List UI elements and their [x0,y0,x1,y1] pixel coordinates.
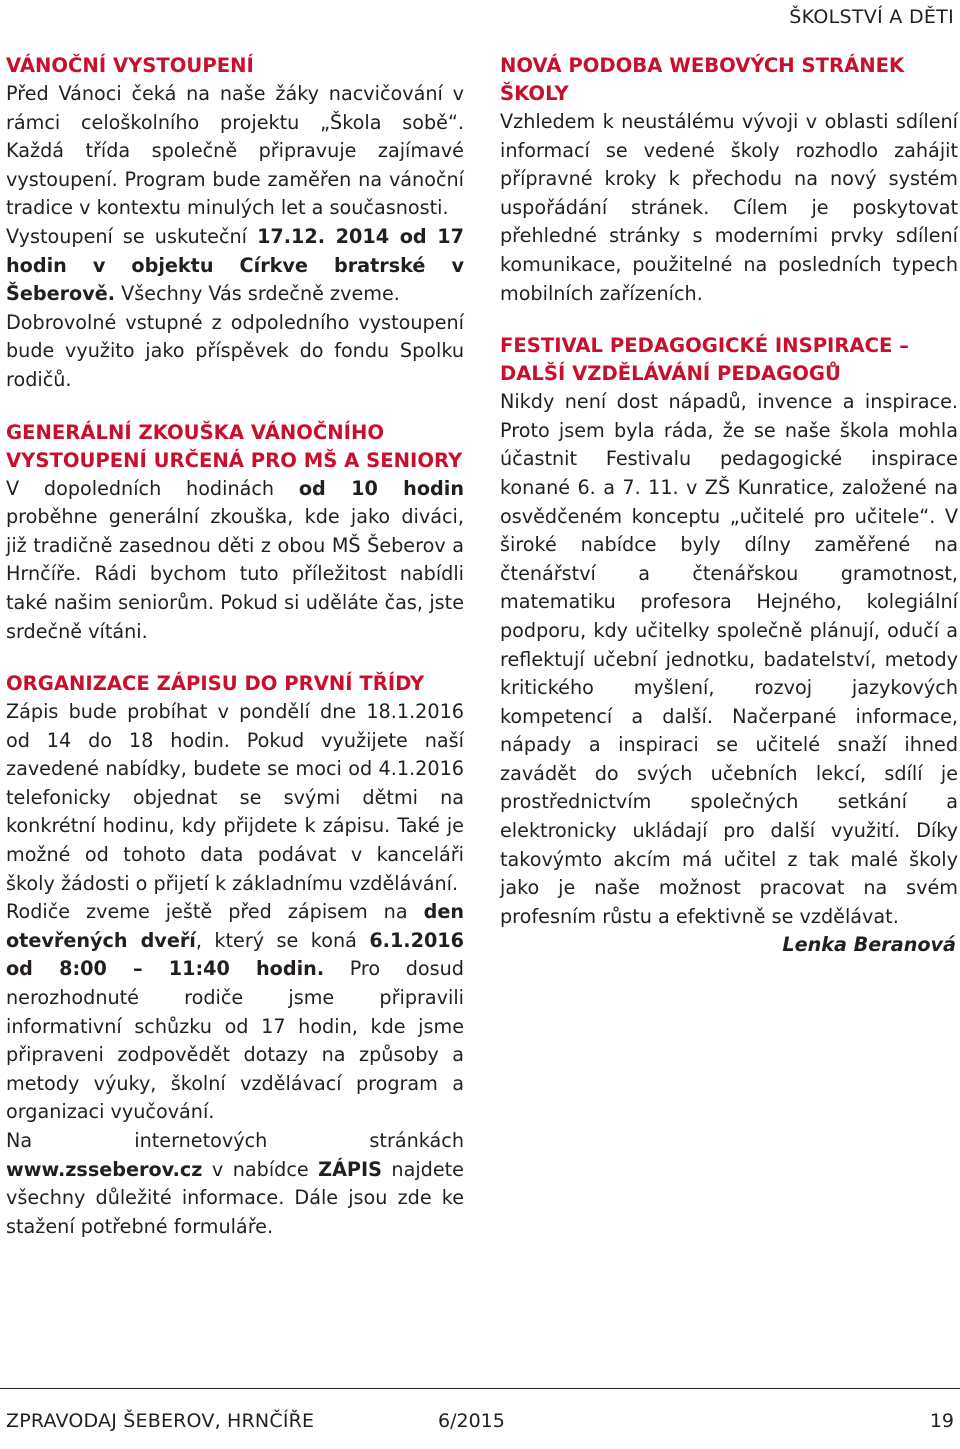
text-run: Pro dosud nerozhodnuté rodiče jsme připravili informativní schůzku od 17 hodin, kde jsme připraveni zodpovědět dotazy na způsoby a metody výuky, školní vzdělávací program a organizaci vyučování. [6,957,464,1124]
article-title: FESTIVAL PEDAGOGICKÉ INSPIRACE – DALŠÍ VZDĚLÁVÁNÍ PEDAGOGŮ [500,334,909,386]
issue-number: 6/2015 [438,1410,505,1432]
event-date-bold: 17.12. 2014 od 17 hodin v objektu Církve bratrské v Šeberově. [6,224,464,306]
article-paragraph: Vzhledem k neustálému vývoji v oblasti sdílení informací se vedené školy rozhodlo zahájit přípravné kroky k přechodu na nový systém uspořádání stránek. Cílem je poskytovat přehledné stránky s moderními prvky sdílení komunikace, použitelné na posledních typech mobilních zařízeních. [500,110,958,305]
article-author: Lenka Beranová [782,933,956,957]
article-paragraph [6,898,464,1127]
article-enrollment [6,670,464,1241]
article-paragraph: Nikdy není dost nápadů, invence a inspirace. Proto jsem byla ráda, že se naše škola mohla účastnit Festivalu pedagogické inspirace konané 6. a 7. 11. v ZŠ Kunratice, založené na osvědčeném konceptu „učitelé pro učitele“. V široké nabídce byly dílny zaměřené na čtenářství a čtenářskou gramotnost, matematiku profesora Hejného, kolegiální podporu, kdy učitelky společně plánují, odučí a reflektují učební jednotku, badatelství, metody kritického myšlení, rozvoj jazykových kompetencí a další. Načerpané informace, nápady a inspiraci se učitelé snaží ihned zavádět do svých učebních lekcí, sdílí je prostřednictvím společných setkání a elektronicky ukládají pro další využití. Díky takovýmto akcím má učitel z tak malé školy jako je naše možnost pracovat na svém profesním růstu a efektivně se vzdělávat. [500,390,958,928]
article-title: VÁNOČNÍ VYSTOUPENÍ [6,54,254,77]
article-paragraph [6,223,464,309]
text-run: Na internetových stránkách [6,1129,464,1152]
publication-name: ZPRAVODAJ ŠEBEROV, HRNČÍŘE [6,1410,315,1432]
page-footer [6,1410,954,1432]
open-day-date-bold: 6.1.2016 od 8:00 – 11:40 hodin. [6,928,464,981]
text-run: proběhne generální zkouška, kde jako diváci, již tradičně zasednou děti z obou MŠ Šeberov a Hrnčíře. Rádi bychom tuto příležitost nabídli také našim seniorům. Pokud si uděláte čas, jste srdečně vítáni. [6,505,464,643]
article-title: ORGANIZACE ZÁPISU DO PRVNÍ TŘÍDY [6,672,425,696]
article-paragraph [6,1127,464,1241]
page-number: 19 [929,1410,954,1432]
text-run: najdete všechny důležité informace. Dále jsou zde ke stažení potřebné formuláře. [6,1157,464,1238]
article-dress-rehearsal [6,419,464,647]
menu-item-bold: ZÁPIS [318,1157,382,1181]
text-run: Rodiče zveme ještě před zápisem na [6,900,424,924]
article-paragraph: Zápis bude probíhat v pondělí dne 18.1.2016 od 14 do 18 hodin. Pokud využijete naší zavedené nabídky, budete se moci od 4.1.2016 telefonicky objednat se svými dětmi na konkrétní hodinu, kdy přijdete k zápisu. Také je možné od tohoto data podávat v kanceláři školy žádosti o přijetí k základnímu vzdělávání. [6,700,464,895]
article-paragraph: Dobrovolné vstupné z odpoledního vystoupení bude využito jako příspěvek do fondu Spolku rodičů. [6,310,464,391]
article-title: GENERÁLNÍ ZKOUŠKA VÁNOČNÍHO VYSTOUPENÍ URČENÁ PRO MŠ A SENIORY [6,420,463,472]
text-run: v nabídce [202,1157,319,1181]
article-new-website [500,52,958,308]
website-link[interactable]: www.zsseberov.cz [6,1157,203,1181]
left-column [6,52,464,1265]
article-title: NOVÁ PODOBA WEBOVÝCH STRÁNEK ŠKOLY [500,54,905,105]
text-run: Vystoupení se uskuteční [6,224,258,248]
text-run: , který se koná [195,928,370,952]
text-run: V dopoledních hodinách [6,476,299,500]
section-label: ŠKOLSTVÍ A DĚTI [789,6,954,28]
article-festival [500,332,958,960]
text-run: Všechny Vás srdečně zveme. [115,282,400,306]
right-column [500,52,958,984]
article-christmas-performance [6,52,464,395]
open-day-bold: den otevřených dveří [6,900,464,952]
time-bold: od 10 hodin [298,476,464,500]
article-paragraph [6,475,464,647]
footer-divider [0,1388,960,1389]
article-paragraph: Před Vánoci čeká na naše žáky nacvičování v rámci celoškolního projektu „Škola sobě“. Každá třída společně připravuje zajímavé vystoupení. Program bude zaměřen na vánoční tradice v kontextu minulých let a současnosti. [6,82,464,220]
